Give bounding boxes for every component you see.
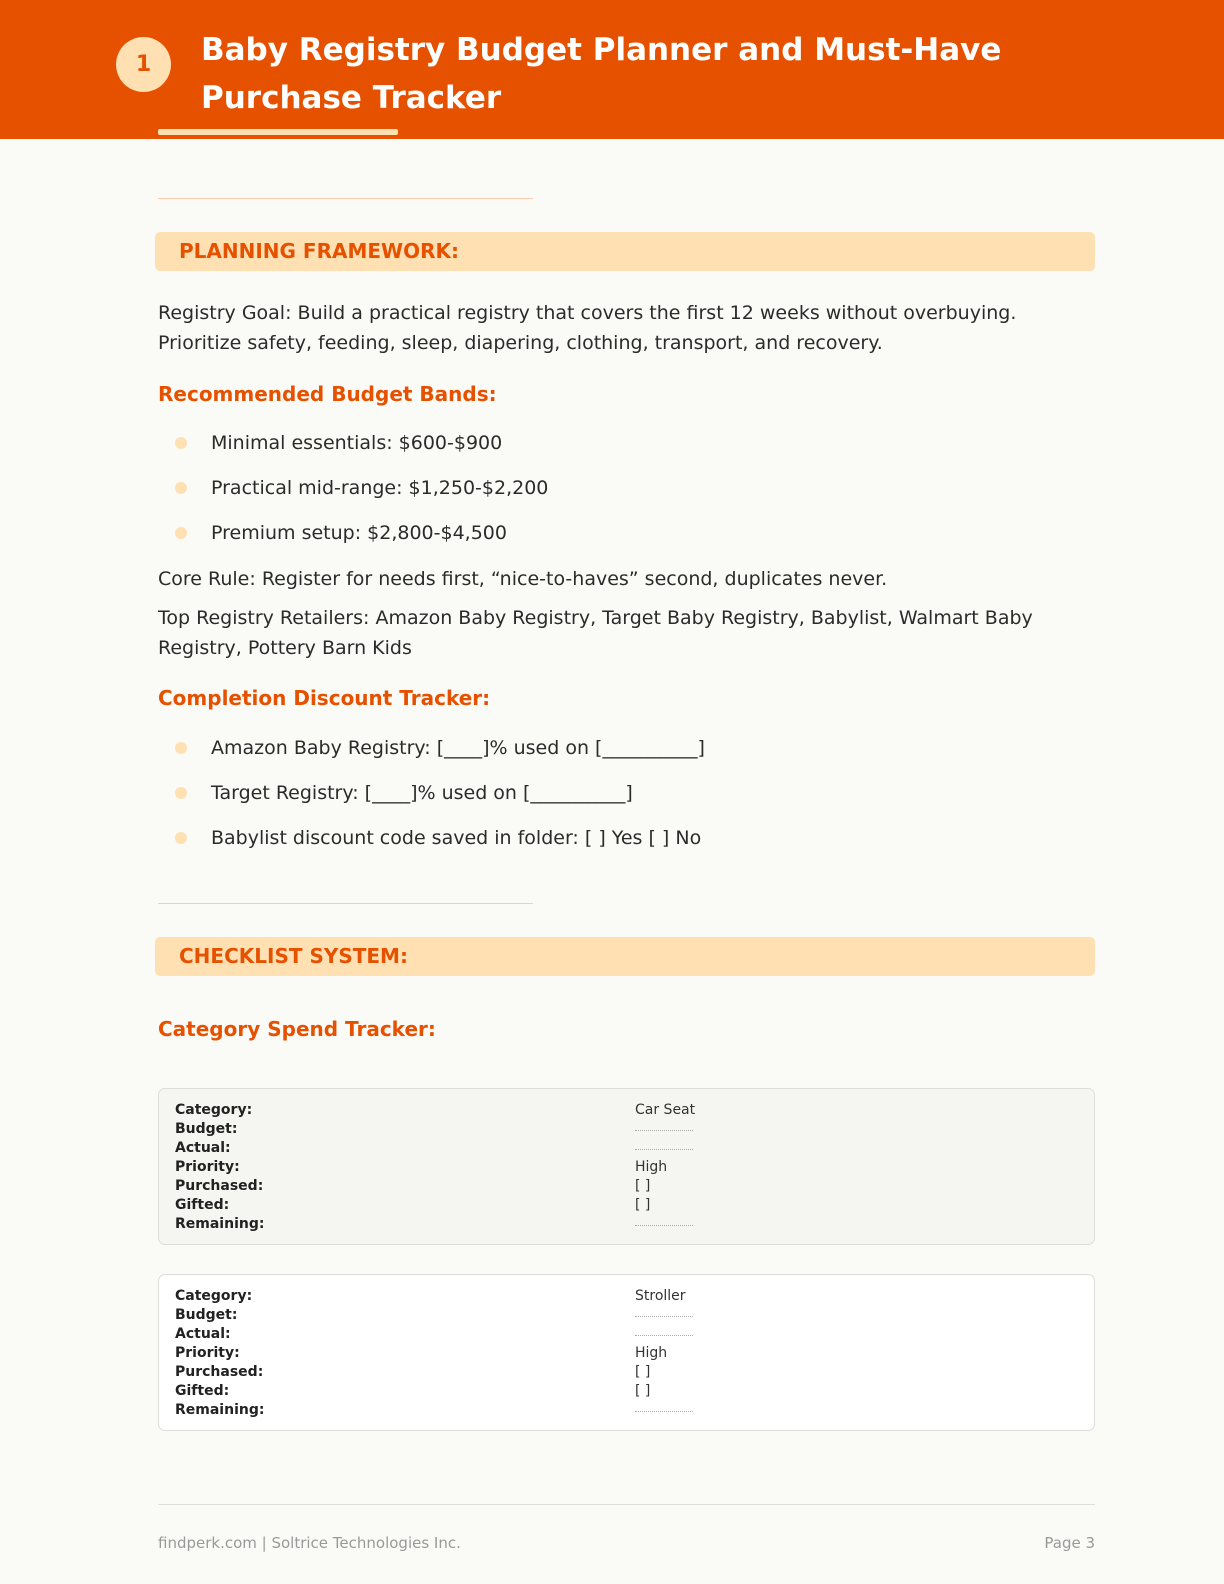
category-row — [175, 1287, 1075, 1306]
field-label: Budget: — [175, 1121, 238, 1137]
discount-item-text: Amazon Baby Registry: [____]% used on [__________] — [211, 737, 705, 759]
remaining-blank — [635, 1411, 693, 1412]
actual-row — [175, 1139, 1075, 1158]
bullet-dot-icon — [175, 832, 187, 844]
section-divider — [158, 198, 533, 199]
priority-row — [175, 1158, 1075, 1177]
page-header — [0, 0, 1224, 139]
purchased-checkbox: [ ] — [635, 1178, 651, 1194]
priority-row — [175, 1344, 1075, 1363]
discount-tracker-list — [158, 733, 1088, 868]
checklist-system-heading: CHECKLIST SYSTEM: — [179, 944, 408, 968]
bullet-dot-icon — [175, 787, 187, 799]
field-label: Gifted: — [175, 1197, 230, 1213]
field-label: Purchased: — [175, 1364, 264, 1380]
category-value: Car Seat — [635, 1102, 696, 1118]
list-item — [158, 473, 1088, 518]
gifted-row — [175, 1196, 1075, 1215]
category-row — [175, 1101, 1075, 1120]
gifted-row — [175, 1382, 1075, 1401]
field-label: Remaining: — [175, 1216, 265, 1232]
budget-blank — [635, 1130, 693, 1131]
list-item — [158, 428, 1088, 473]
core-rule-text: Core Rule: Register for needs first, “nice-to-haves” second, duplicates never. — [158, 568, 888, 590]
footer-divider — [158, 1504, 1095, 1505]
budget-band-text: Practical mid-range: $1,250-$2,200 — [211, 477, 549, 499]
field-label: Remaining: — [175, 1402, 265, 1418]
budget-band-text: Minimal essentials: $600-$900 — [211, 432, 503, 454]
field-label: Priority: — [175, 1345, 240, 1361]
list-item — [158, 518, 1088, 563]
category-value: Stroller — [635, 1288, 686, 1304]
field-label: Actual: — [175, 1326, 231, 1342]
gifted-checkbox: [ ] — [635, 1383, 651, 1399]
remaining-blank — [635, 1225, 693, 1226]
title-underline — [158, 129, 398, 135]
retailers-text: Top Registry Retailers: Amazon Baby Registry, Target Baby Registry, Babylist, Walmart Baby Registry, Pottery Barn Kids — [158, 607, 1033, 659]
list-item — [158, 733, 1088, 778]
budget-row — [175, 1306, 1075, 1325]
list-item — [158, 823, 1088, 868]
page-number: Page 3 — [1044, 1534, 1095, 1552]
footer-company: findperk.com | Soltrice Technologies Inc. — [158, 1534, 461, 1552]
gifted-checkbox: [ ] — [635, 1197, 651, 1213]
actual-row — [175, 1325, 1075, 1344]
bullet-dot-icon — [175, 482, 187, 494]
field-label: Priority: — [175, 1159, 240, 1175]
planning-framework-heading: PLANNING FRAMEWORK: — [179, 239, 459, 263]
list-item — [158, 778, 1088, 823]
priority-value: High — [635, 1159, 668, 1175]
field-label: Budget: — [175, 1307, 238, 1323]
field-label: Category: — [175, 1102, 253, 1118]
field-label: Gifted: — [175, 1383, 230, 1399]
bullet-dot-icon — [175, 437, 187, 449]
category-card-stroller — [158, 1274, 1095, 1431]
priority-value: High — [635, 1345, 668, 1361]
field-label: Category: — [175, 1288, 253, 1304]
purchased-checkbox: [ ] — [635, 1364, 651, 1380]
budget-bands-heading: Recommended Budget Bands: — [158, 382, 497, 406]
spend-tracker-heading: Category Spend Tracker: — [158, 1017, 436, 1041]
budget-band-text: Premium setup: $2,800-$4,500 — [211, 522, 507, 544]
budget-bands-list — [158, 428, 1088, 563]
category-card-car-seat — [158, 1088, 1095, 1245]
registry-goal-text: Registry Goal: Build a practical registry that covers the first 12 weeks without overbuying. Prioritize safety, feeding, sleep, diapering, clothing, transport, and recovery. — [158, 302, 1017, 354]
planning-framework-header — [155, 232, 1095, 271]
page-title: Baby Registry Budget Planner and Must-Have Purchase Tracker — [201, 32, 1002, 116]
checklist-system-header — [155, 937, 1095, 976]
purchased-row — [175, 1177, 1075, 1196]
budget-blank — [635, 1316, 693, 1317]
section-number-badge: 1 — [116, 37, 171, 92]
budget-row — [175, 1120, 1075, 1139]
purchased-row — [175, 1363, 1075, 1382]
actual-blank — [635, 1149, 693, 1150]
remaining-row — [175, 1215, 1075, 1234]
field-label: Purchased: — [175, 1178, 264, 1194]
actual-blank — [635, 1335, 693, 1336]
remaining-row — [175, 1401, 1075, 1420]
section-divider — [158, 903, 533, 904]
bullet-dot-icon — [175, 527, 187, 539]
discount-tracker-heading: Completion Discount Tracker: — [158, 686, 491, 710]
discount-item-text: Target Registry: [____]% used on [__________] — [211, 782, 633, 804]
discount-item-text: Babylist discount code saved in folder: [ ] Yes [ ] No — [211, 827, 702, 849]
bullet-dot-icon — [175, 742, 187, 754]
field-label: Actual: — [175, 1140, 231, 1156]
